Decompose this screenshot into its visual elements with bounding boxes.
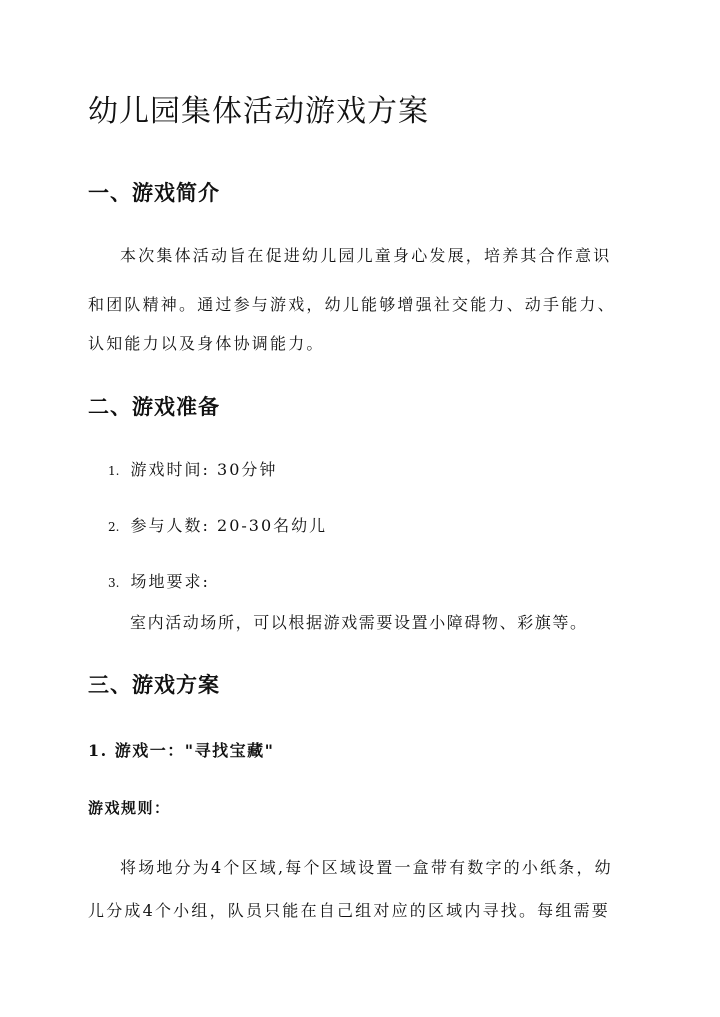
paragraph-line: 和团队精神。通过参与游戏，幼儿能够增强社交能力、动手能力、 <box>88 295 616 314</box>
paragraph-line: 认知能力以及身体协调能力。 <box>88 334 325 353</box>
paragraph-line: 本次集体活动旨在促进幼儿园儿童身心发展，培养其合作意识 <box>120 246 612 265</box>
list-item <box>108 513 327 536</box>
list-item-number: 1. <box>108 464 120 478</box>
list-item-text: 游戏时间: 30分钟 <box>130 460 278 479</box>
paragraph-line: 儿分成4个小组，队员只能在自己组对应的区域内寻找。每组需要 <box>88 901 610 920</box>
section-heading-preparation: 二、游戏准备 <box>88 394 220 419</box>
section-heading-plan: 三、游戏方案 <box>88 672 220 697</box>
paragraph-line: 将场地分为4个区域,每个区域设置一盒带有数字的小纸条，幼 <box>120 858 613 877</box>
list-item-number: 2. <box>108 520 120 534</box>
game-title: 1. 游戏一："寻找宝藏" <box>88 741 275 760</box>
venue-detail: 室内活动场所，可以根据游戏需要设置小障碍物、彩旗等。 <box>130 613 588 632</box>
list-item-text: 场地要求: <box>130 572 210 591</box>
list-item-text: 参与人数: 20-30名幼儿 <box>130 516 328 535</box>
section-heading-intro: 一、游戏简介 <box>88 180 220 205</box>
list-item <box>108 457 277 480</box>
rules-label: 游戏规则： <box>88 799 171 817</box>
list-item <box>108 569 210 592</box>
document-title: 幼儿园集体活动游戏方案 <box>88 94 429 129</box>
list-item-number: 3. <box>108 576 120 590</box>
